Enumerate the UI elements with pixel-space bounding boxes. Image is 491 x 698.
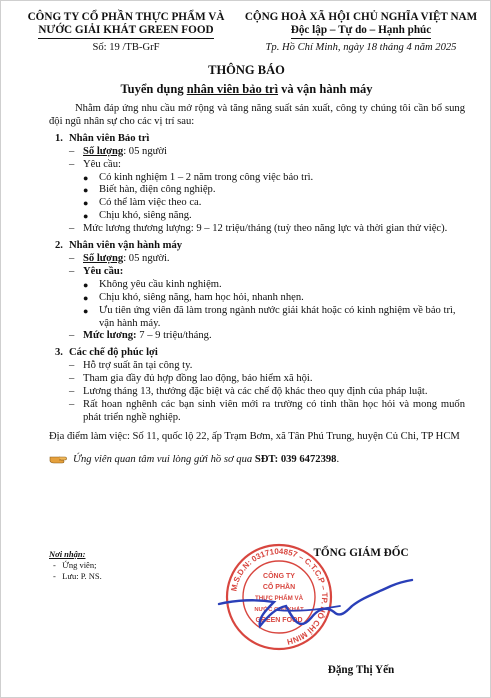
document-title: THÔNG BÁO: [208, 63, 285, 77]
benefit-text: Rất hoan nghênh các bạn sinh viên mới ra trường có tinh thần học hỏi và mong muốn phát triển nghề nghiệp.: [83, 398, 465, 423]
dash-bullet-icon: –: [69, 252, 75, 264]
list-item: - Lưu: P. NS.: [53, 571, 102, 581]
dash-bullet-icon: –: [69, 360, 75, 372]
quantity-label: Số lượng: [83, 145, 124, 157]
intro-paragraph: Nhằm đáp ứng nhu cầu mở rộng và tăng năng suất sản xuất, công ty chúng tôi cần bổ sung đội ngũ nhân sự cho các vị trí sau:: [49, 103, 465, 127]
list-item: - Ứng viên;: [53, 560, 97, 570]
dot-bullet-icon: ●: [83, 172, 89, 183]
company-name-line1: CÔNG TY CỔ PHẦN THỰC PHẨM VÀ: [27, 11, 225, 23]
recipients-title: Nơi nhận:: [49, 549, 86, 559]
document-body: [49, 103, 465, 467]
list-item: [49, 223, 465, 236]
contact-text: Ứng viên quan tâm vui lòng gửi hồ sơ qua: [73, 453, 255, 465]
nation-title: CỘNG HOÀ XÃ HỘI CHỦ NGHĨA VIỆT NAM: [244, 11, 478, 23]
benefit-text: Lương tháng 13, thưởng đặc biệt và các chế độ khác theo quy định của pháp luật.: [83, 386, 428, 398]
section-heading: [49, 133, 465, 146]
dash-bullet-icon: –: [69, 145, 75, 157]
requirement-text: Chịu khó, siêng năng.: [99, 210, 192, 222]
requirement-text: Biết hàn, điện công nghiệp.: [99, 184, 216, 196]
seal-center-text: CÔNG TY: [263, 573, 295, 580]
signature-icon: [216, 576, 416, 656]
dash-bullet-icon: –: [69, 373, 75, 385]
list-item: [49, 305, 465, 331]
requirement-text: Có thể làm việc theo ca.: [99, 197, 202, 209]
contact-phone: SĐT: 039 6472398: [254, 453, 337, 465]
list-item: [49, 373, 465, 386]
list-item: [49, 386, 465, 399]
requirement-text: Có kinh nghiệm 1 – 2 năm trong công việc bảo trì.: [99, 171, 314, 183]
dot-bullet-icon: ●: [83, 292, 89, 303]
requirement-text: Ưu tiên ứng viên đã làm trong ngành nước giải khát hoặc có kinh nghiệm về bảo trì, vận hành máy.: [99, 304, 456, 329]
section-number: 3.: [55, 347, 63, 359]
list-item: [49, 197, 465, 210]
list-item: [49, 279, 465, 292]
list-item: [49, 253, 465, 266]
dot-bullet-icon: ●: [83, 279, 89, 290]
quantity-label: Số lượng: [83, 252, 124, 264]
seal-ring-text: M.S.D.N: 0317104857 – C.T.C.P – TP. HỒ CHÍ MINH: [229, 546, 330, 647]
requirement-text: Không yêu cầu kinh nghiệm.: [99, 278, 222, 290]
contact-line: [49, 454, 465, 467]
date-line: Tp. Hồ Chí Minh, ngày 18 tháng 4 năm 2025: [265, 42, 457, 53]
list-item: [49, 184, 465, 197]
quantity-value: : 05 người.: [123, 252, 170, 264]
list-item: [49, 266, 465, 279]
salary-label: Mức lương:: [83, 330, 137, 342]
subtitle-part: Tuyển dụng: [120, 82, 187, 96]
national-header: [241, 11, 481, 39]
list-item: [49, 399, 465, 425]
seal-center-text: THỰC PHẨM VÀ: [254, 595, 304, 602]
requirements-label: Yêu cầu:: [83, 265, 124, 277]
recipient-text: Lưu: P. NS.: [62, 571, 102, 581]
list-item: [49, 210, 465, 223]
recipients-block: [49, 549, 102, 582]
benefit-text: Hỗ trợ suất ăn tại công ty.: [83, 360, 193, 372]
dash-bullet-icon: –: [69, 330, 75, 342]
requirements-label: Yêu cầu:: [83, 158, 121, 170]
document-number: Số: 19 /TB-GrF: [92, 42, 160, 53]
company-header: [15, 11, 237, 39]
contact-punct: .: [336, 453, 340, 465]
seal-center-text: GREEN FOOD: [255, 617, 303, 624]
recipient-text: Ứng viên;: [62, 560, 97, 570]
dot-bullet-icon: ●: [83, 211, 89, 222]
dot-bullet-icon: ●: [83, 198, 89, 209]
section-number: 1.: [55, 132, 63, 144]
work-address: Địa điểm làm việc: Số 11, quốc lộ 22, ấp Trạm Bơm, xã Tân Phú Trung, huyện Củ Chi, TP HCM: [49, 430, 460, 442]
subtitle-underlined: nhân viên bảo trì: [186, 82, 279, 96]
dash-bullet-icon: –: [69, 265, 75, 277]
section-heading: [49, 240, 465, 253]
dash-bullet-icon: –: [69, 386, 75, 398]
list-item: [49, 330, 465, 343]
dash-bullet-icon: –: [69, 158, 75, 170]
dash-bullet-icon: –: [69, 398, 75, 410]
section-number: 2.: [55, 240, 63, 252]
section-title: Nhân viên vận hành máy: [69, 240, 183, 252]
dot-bullet-icon: ●: [83, 305, 89, 316]
section-heading: [49, 347, 465, 360]
nation-motto: Độc lập – Tự do – Hạnh phúc: [291, 24, 432, 39]
list-item: [49, 159, 465, 172]
subtitle-part: và vận hành máy: [278, 82, 373, 96]
director-title: TỔNG GIÁM ĐỐC: [313, 547, 409, 559]
signer-name: Đặng Thị Yến: [327, 664, 395, 676]
company-name-line2: NƯỚC GIẢI KHÁT GREEN FOOD: [38, 24, 213, 39]
document-subtitle: [1, 82, 491, 97]
salary-text: Mức lương thương lượng: 9 – 12 triệu/tháng (tuỳ theo năng lực và thời gian thử việc).: [83, 223, 448, 235]
pointing-hand-icon: [49, 452, 67, 466]
seal-center-text: CỔ PHẦN: [262, 584, 296, 591]
salary-value: 7 – 9 triệu/tháng.: [136, 330, 212, 342]
section-title: Các chế độ phúc lợi: [69, 347, 158, 359]
section-title: Nhân viên Bảo trì: [69, 132, 150, 144]
seal-center-text: NƯỚC GIẢI KHÁT: [254, 607, 304, 613]
list-item: [49, 292, 465, 305]
benefit-text: Tham gia đầy đủ hợp đồng lao động, bảo hiểm xã hội.: [83, 373, 313, 385]
list-item: [49, 146, 465, 159]
quantity-value: : 05 người: [123, 145, 167, 157]
dash-bullet-icon: –: [69, 223, 75, 235]
dot-bullet-icon: ●: [83, 185, 89, 196]
list-item: [49, 360, 465, 373]
list-item: [49, 172, 465, 185]
requirement-text: Chịu khó, siêng năng, ham học hỏi, nhanh nhẹn.: [99, 291, 304, 303]
